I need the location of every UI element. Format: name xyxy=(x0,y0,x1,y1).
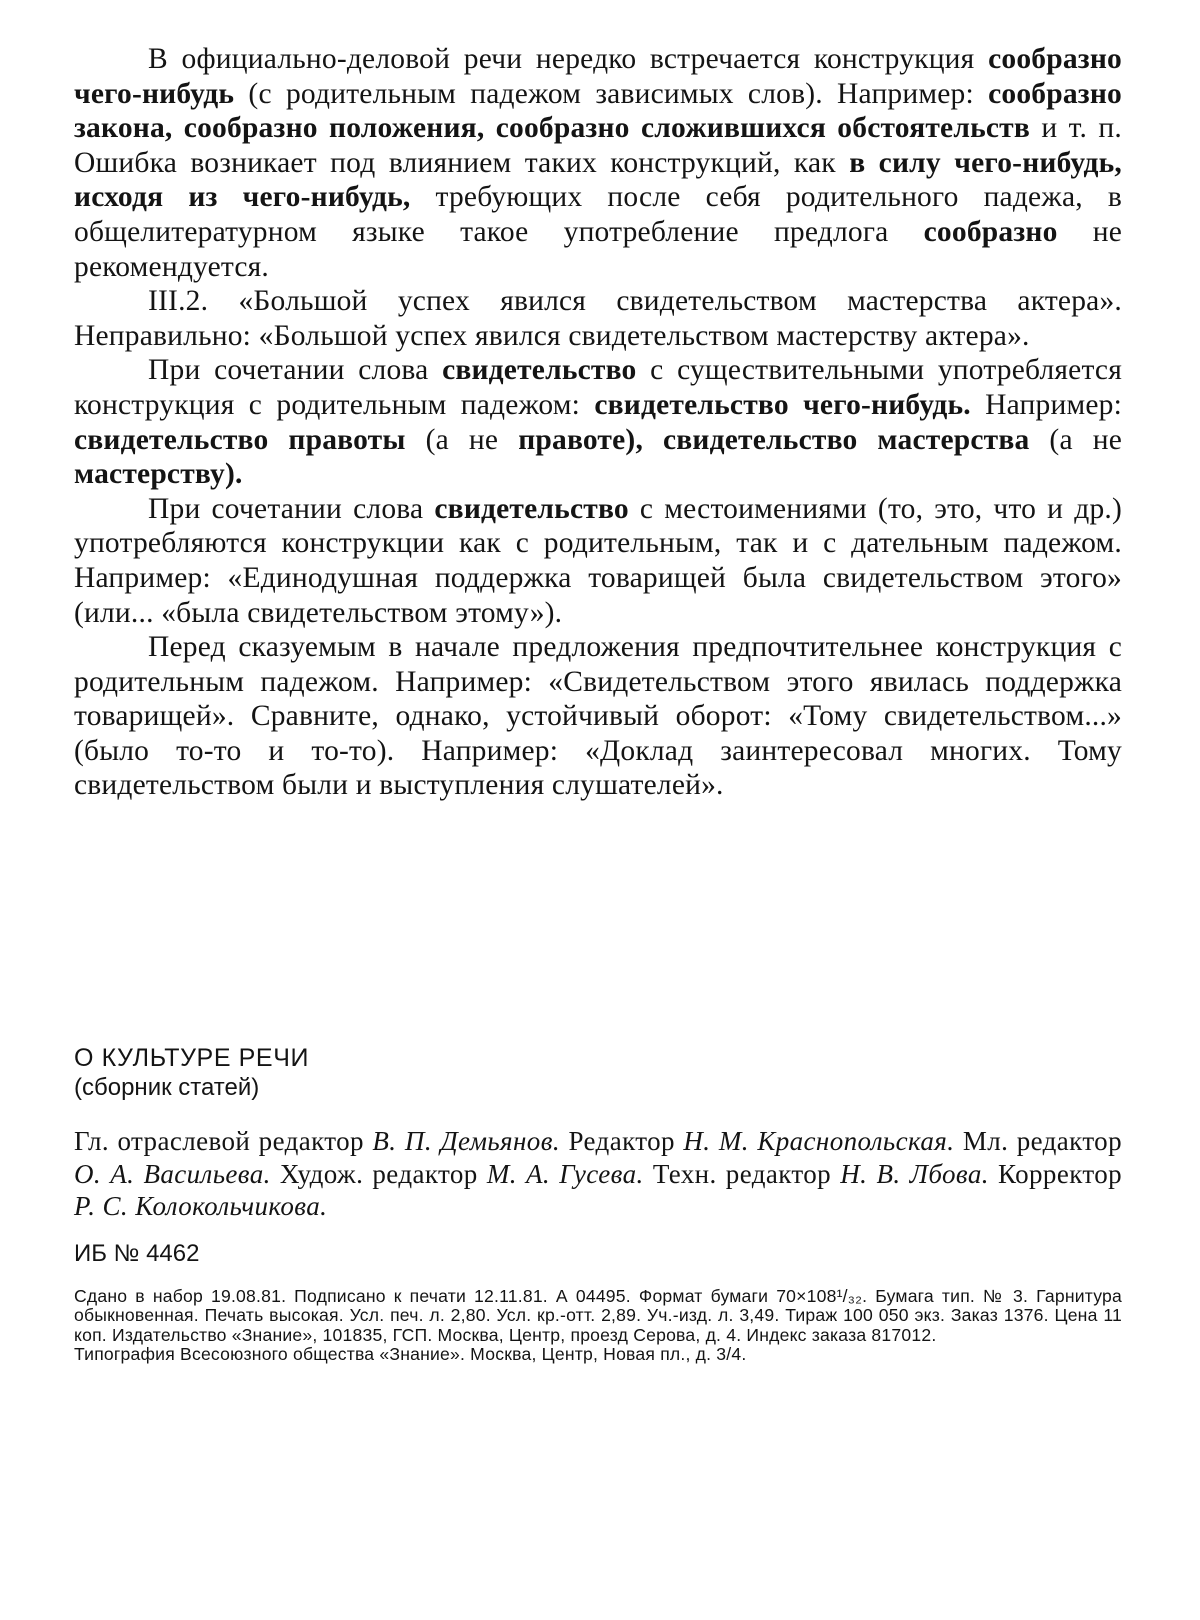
imprint-details: Сдано в набор 19.08.81. Подписано к печати 12.11.81. А 04495. Формат бумаги 70×108¹/₃₂. Бумага тип. № 3. Гарнитура обыкновенная. Печать высокая. Усл. печ. л. 2,80. Усл. кр.-отт. 2,89. Уч.-изд. л. 3,49. Тираж 100 050 экз. Заказ 1376. Цена 11 коп. Издательство «Знание», 101835, ГСП. Москва, Центр, проезд Серова, д. 4. Индекс заказа 817012. xyxy=(74,1285,1122,1345)
credit-name: М. А. Гусева. xyxy=(486,1158,644,1189)
text-run: В официально-деловой речи нередко встречается конструкция xyxy=(148,43,989,75)
bold-term: свидетельство xyxy=(442,354,637,387)
credit-role: Гл. отраслевой редактор xyxy=(74,1126,373,1156)
text-run: (а не xyxy=(1029,423,1123,456)
bold-term: свидетельство правоты xyxy=(74,423,406,456)
printing-house: Типография Всесоюзного общества «Знание». Москва, Центр, Новая пл., д. 3/4. xyxy=(74,1344,747,1364)
text-run: III.2. «Большой успех явился свидетельством мастерства актера». Неправильно: «Большой успех явился свидетельством мастерству актера». xyxy=(74,285,1122,352)
paragraph-2 xyxy=(74,284,1122,353)
credit-role: Редактор xyxy=(559,1126,684,1156)
text-run: При сочетании слова xyxy=(148,354,443,387)
bold-term: сообразно чего-нибудь xyxy=(74,43,1122,110)
text-run: Например: xyxy=(970,388,1122,421)
paragraph-3 xyxy=(74,353,1122,491)
colophon xyxy=(74,1043,1122,1365)
text-run: с местоимениями (то, это, что и др.) употребляются конструкции как с родительным, так и с дательным падежом. Например: «Единодушная поддержка товарищей была свидетельством этого» (или... «была свидетельством этому»). xyxy=(74,492,1123,629)
text-run: с существительными употребляется конструкция с родительным падежом: xyxy=(74,354,1122,421)
text-run: и т. п. Ошибка возникает под влиянием таких конструкций, как xyxy=(74,112,1122,179)
bold-term: свидетельство чего-нибудь. xyxy=(594,388,971,421)
ib-number: ИБ № 4462 xyxy=(74,1239,200,1267)
credit-role: Корректор xyxy=(988,1158,1123,1189)
credit-name: В. П. Демьянов. xyxy=(372,1126,560,1156)
credit-role: Худож. редактор xyxy=(270,1158,487,1189)
bold-term: сообразно закона, сообразно положения, сообразно сложившихся обстоятельств xyxy=(74,77,1122,145)
text-run: не рекомендуется. xyxy=(74,215,1122,283)
text-run: Перед сказуемым в начале предложения предпочтительнее конструкция с родительным падежом. Например: «Свидетельством этого явилась поддержка товарищей». Сравните, однако, устойчивый оборот: «Тому свидетельством...» (было то-то и то-то). Например: «Доклад заинтересовал многих. Тому свидетельством были и выступления слушателей». xyxy=(74,631,1122,802)
book-title: О КУЛЬТУРЕ РЕЧИ xyxy=(74,1044,310,1072)
credit-name: Н. М. Краснопольская. xyxy=(683,1126,955,1156)
bold-term: свидетельство xyxy=(434,492,629,525)
text-run: требующих после себя родительного падежа, в общелитературном языке такое употребление предлога xyxy=(74,181,1122,248)
book-subtitle: (сборник статей) xyxy=(74,1074,260,1101)
paragraph-1 xyxy=(74,42,1122,284)
credit-name: Р. С. Колокольчикова. xyxy=(74,1191,328,1221)
main-text xyxy=(74,42,1122,803)
text-run: При сочетании слова xyxy=(148,492,435,525)
credit-name: О. А. Васильева. xyxy=(74,1158,271,1189)
paragraph-5 xyxy=(74,630,1122,803)
credit-role: Техн. редактор xyxy=(643,1158,841,1189)
bold-term: правоте), свидетельство мастерства xyxy=(518,423,1030,456)
editors-credits xyxy=(74,1125,1122,1223)
credit-name: Н. В. Лбова. xyxy=(840,1158,989,1189)
bold-term: сообразно xyxy=(923,215,1058,248)
credit-role: Мл. редактор xyxy=(954,1126,1122,1156)
bold-term: мастерству). xyxy=(74,458,243,491)
paragraph-4 xyxy=(74,492,1122,630)
text-run: (а не xyxy=(405,423,519,456)
bold-term: в силу чего-нибудь, исходя из чего-нибудь, xyxy=(74,146,1123,214)
text-run: (с родительным падежом зависимых слов). Например: xyxy=(234,77,989,110)
